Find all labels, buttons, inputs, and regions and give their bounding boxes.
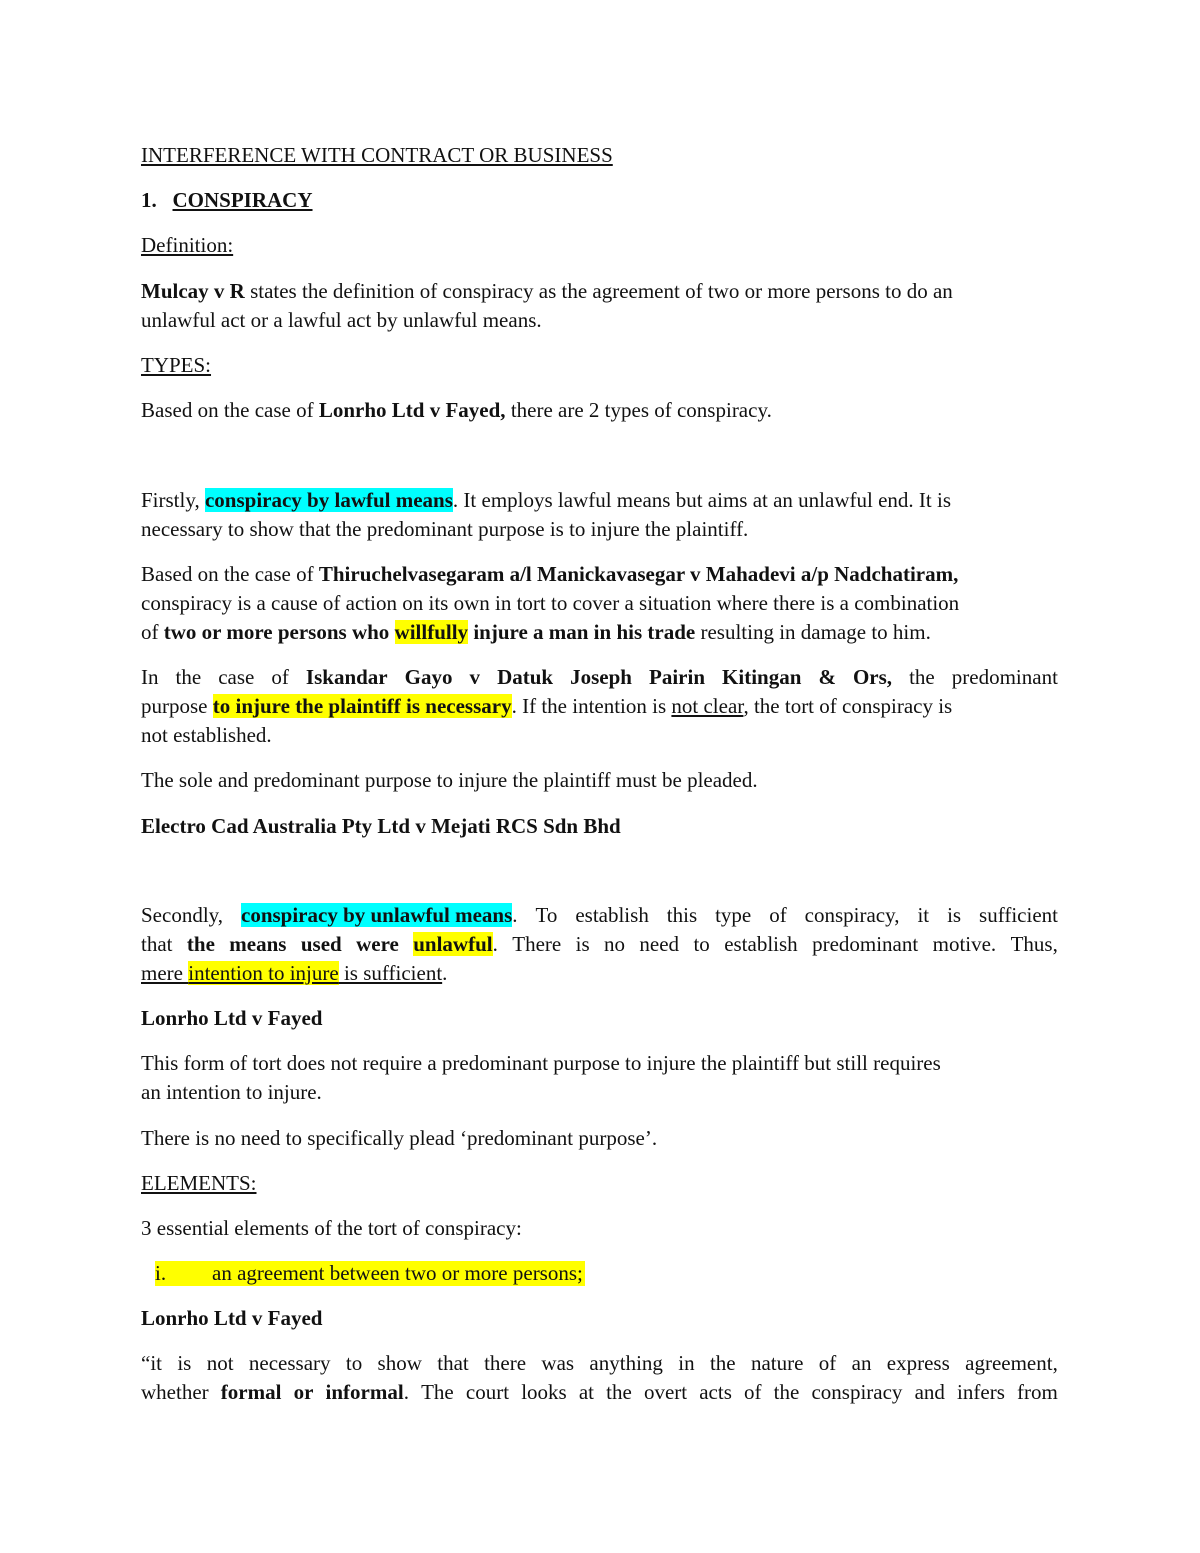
unlawful-means-paragraph-line: Secondly, conspiracy by unlawful means. To establish this type of conspiracy, it is sufficient xyxy=(141,903,1058,927)
section-heading: 1. CONSPIRACY xyxy=(141,188,313,212)
document-title: INTERFERENCE WITH CONTRACT OR BUSINESS xyxy=(141,143,613,167)
case-citation: Lonrho Ltd v Fayed xyxy=(141,1306,323,1330)
iskandar-paragraph-line: not established. xyxy=(141,723,272,747)
form-paragraph-line: an intention to injure. xyxy=(141,1080,322,1104)
form-paragraph-line: This form of tort does not require a predominant purpose to injure the plaintiff but still requires xyxy=(141,1051,941,1075)
quote-paragraph-line: “it is not necessary to show that there was anything in the nature of an express agreement, xyxy=(141,1351,1058,1375)
types-label: TYPES: xyxy=(141,353,212,377)
lawful-means-paragraph-line: Firstly, conspiracy by lawful means. It employs lawful means but aims at an unlawful end. It is xyxy=(141,488,951,512)
thiru-paragraph-line: conspiracy is a cause of action on its own in tort to cover a situation where there is a combination xyxy=(141,591,960,615)
thiru-paragraph-line: of two or more persons who willfully injure a man in his trade resulting in damage to him. xyxy=(141,620,931,644)
types-paragraph: Based on the case of Lonrho Ltd v Fayed, there are 2 types of conspiracy. xyxy=(141,398,772,422)
unlawful-means-paragraph-line: mere intention to injure is sufficient. xyxy=(141,961,448,985)
list-item: i. an agreement between two or more persons; xyxy=(155,1261,583,1285)
definition-label: Definition: xyxy=(141,233,234,257)
elements-label: ELEMENTS: xyxy=(141,1171,257,1195)
iskandar-paragraph-line: purpose to injure the plaintiff is necessary. If the intention is not clear, the tort of conspiracy is xyxy=(141,694,953,718)
thiru-paragraph-line: Based on the case of Thiruchelvasegaram a/l Manickavasegar v Mahadevi a/p Nadchatiram, xyxy=(141,562,959,586)
elements-intro: 3 essential elements of the tort of conspiracy: xyxy=(141,1216,522,1240)
sole-purpose-paragraph: The sole and predominant purpose to injure the plaintiff must be pleaded. xyxy=(141,768,758,792)
lawful-means-paragraph-line: necessary to show that the predominant purpose is to injure the plaintiff. xyxy=(141,517,749,541)
definition-paragraph-line: unlawful act or a lawful act by unlawful means. xyxy=(141,308,542,332)
definition-paragraph-line: Mulcay v R states the definition of conspiracy as the agreement of two or more persons to do an xyxy=(141,279,953,303)
case-citation: Electro Cad Australia Pty Ltd v Mejati RCS Sdn Bhd xyxy=(141,814,621,838)
case-citation: Lonrho Ltd v Fayed xyxy=(141,1006,323,1030)
quote-paragraph-line: whether formal or informal. The court looks at the overt acts of the conspiracy and infers from xyxy=(141,1380,1058,1404)
plead-paragraph: There is no need to specifically plead ‘predominant purpose’. xyxy=(141,1126,658,1150)
iskandar-paragraph-line: In the case of Iskandar Gayo v Datuk Joseph Pairin Kitingan & Ors, the predominant xyxy=(141,665,1058,689)
unlawful-means-paragraph-line: that the means used were unlawful. There is no need to establish predominant motive. Thus, xyxy=(141,932,1058,956)
